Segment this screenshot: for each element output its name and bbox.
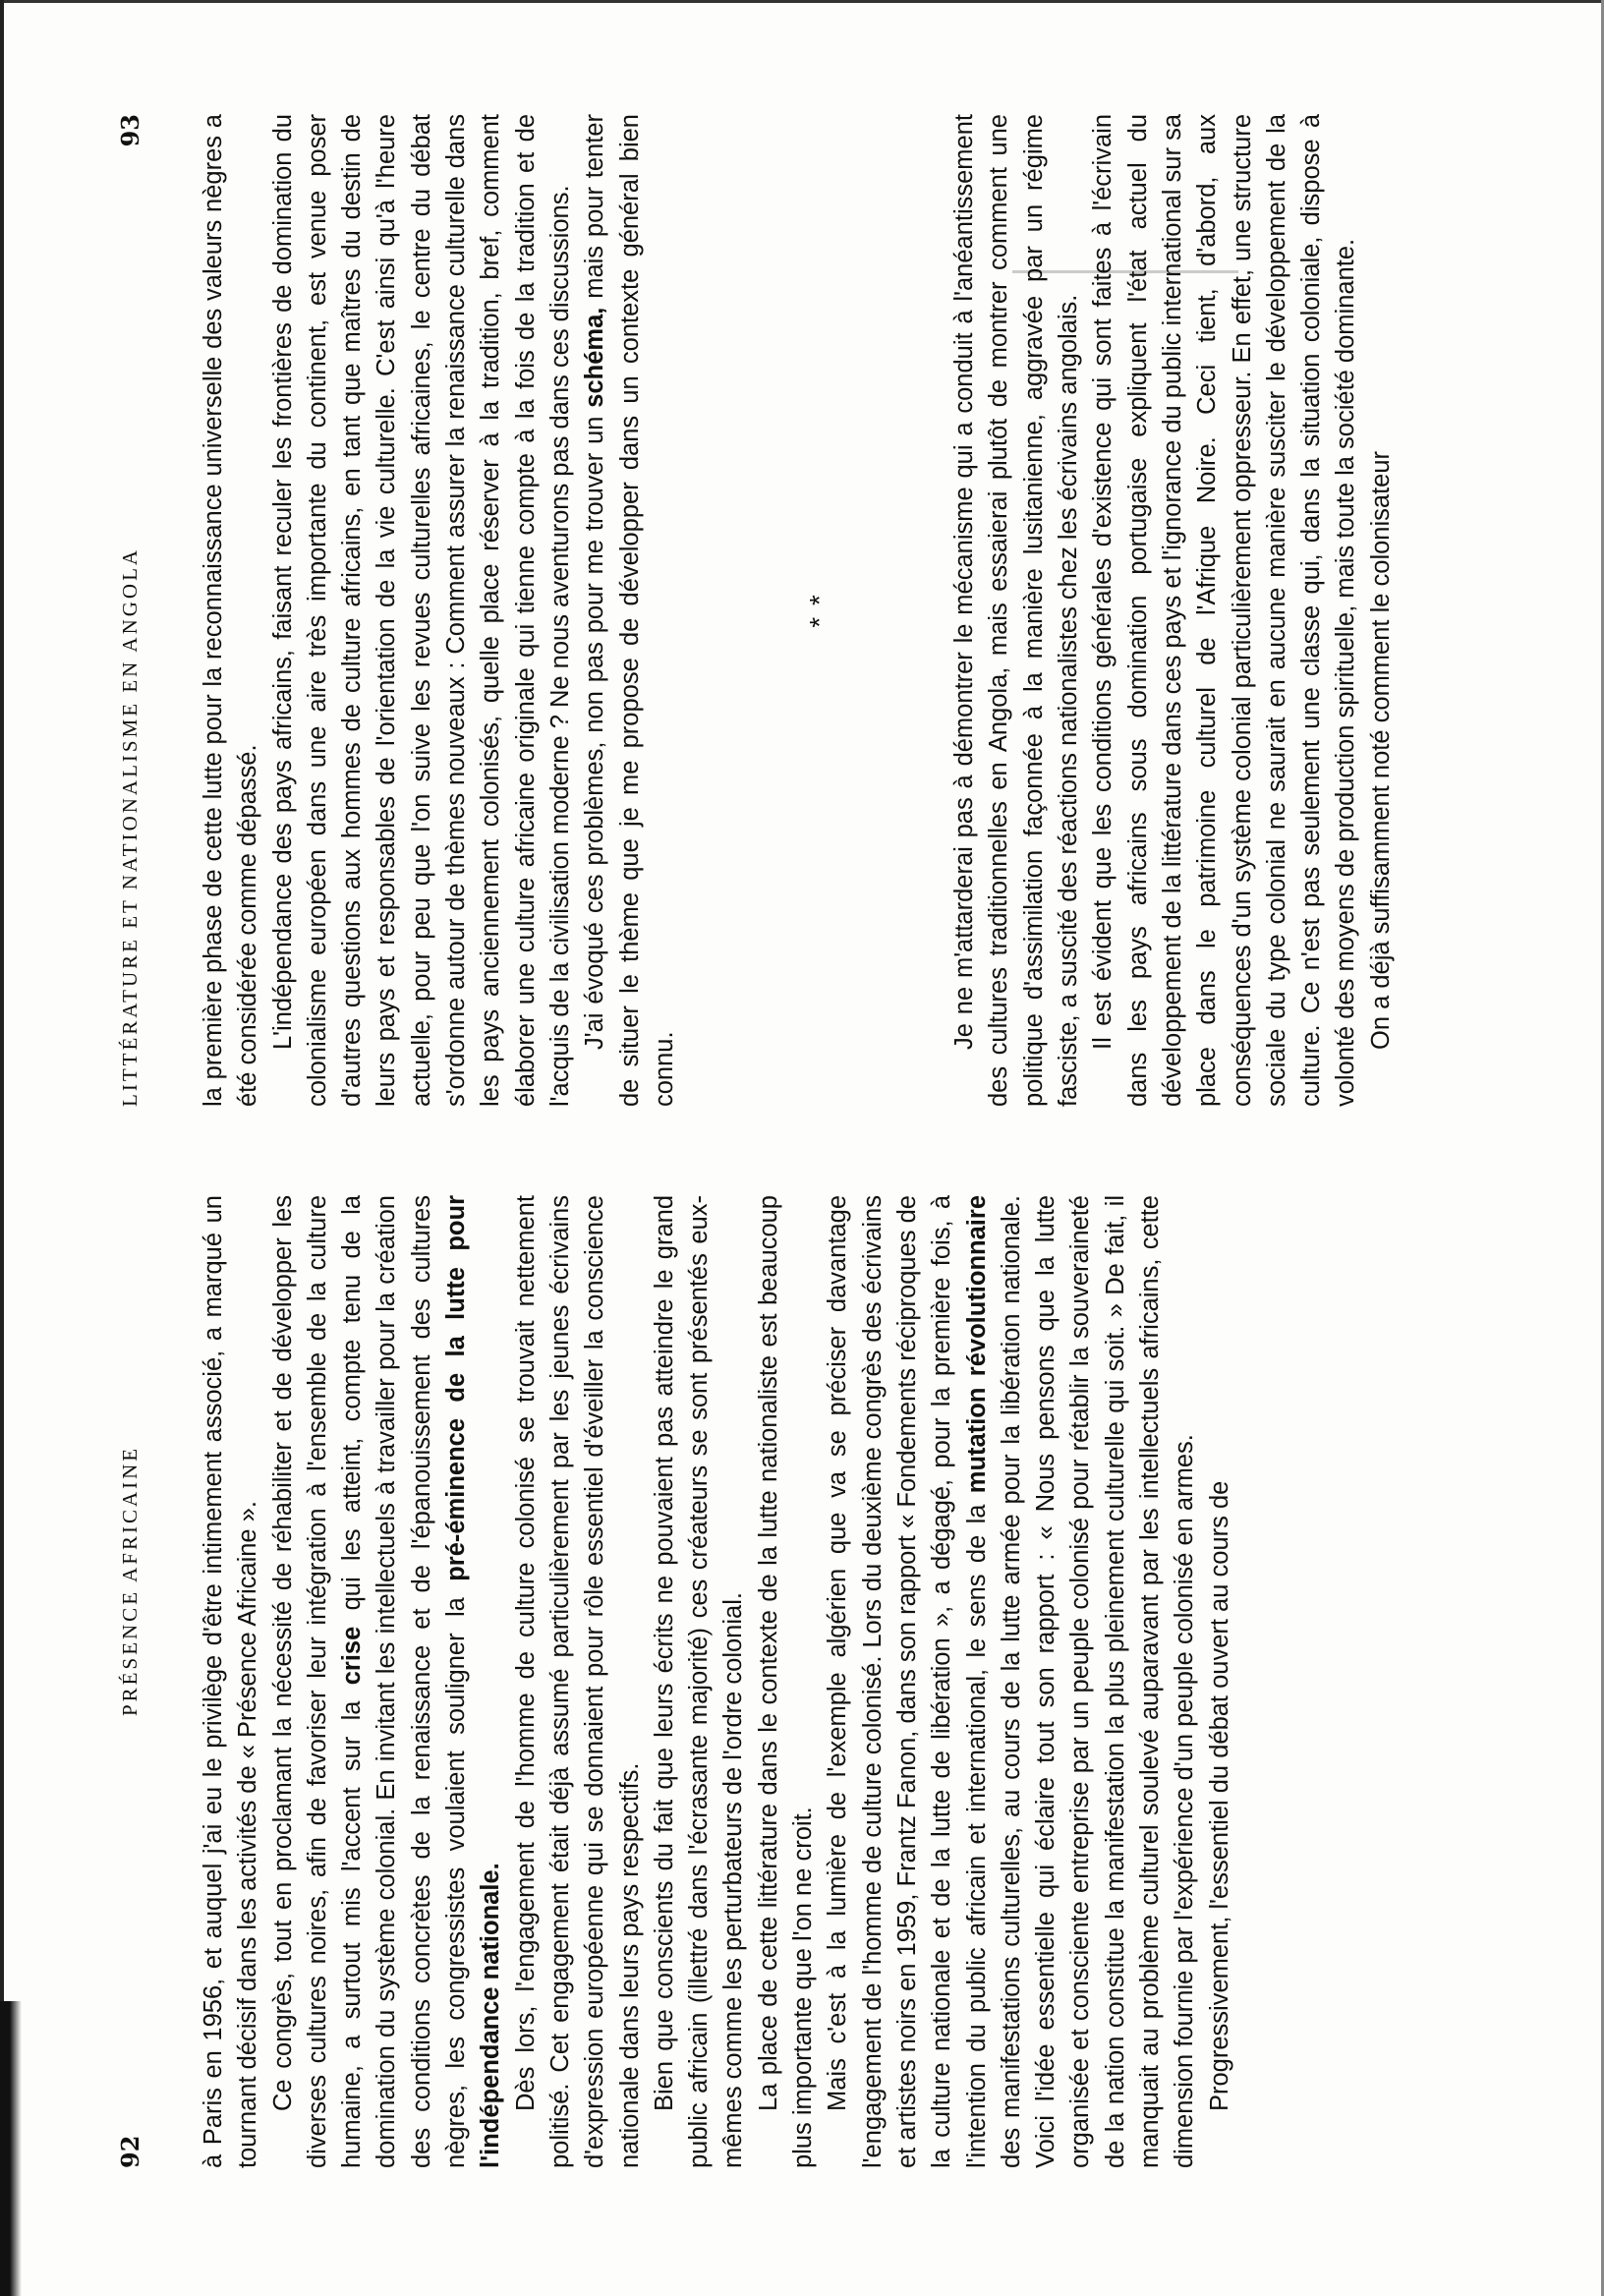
text-run: des manifestations culturelles, au cours de la lutte armée pour la libération nationale. Voici l'idée essentielle qui éclaire tout son rapport : « Nous pensons que la lutte organisée et consciente entreprise par un peuple colonisé pour rétablir la souveraineté de la nation constitue la manifestation la plus pleinement culturelle qui soit. » De fait, il manquait au problème culturel soulevé auparavant par les intellectuels africains, cette dimension fournie par l'expérience d'un peuple colonisé en armes. bbox=[997, 1195, 1199, 2168]
right-section-bottom bbox=[947, 114, 1399, 1107]
text-run: qui les atteint, compte tenu de la domination du système colonial. En invitant les intellectuels à travailler pour la création des conditions concrètes de la renaissance et de l'épanouissement des cultures nègres, les congressistes voulaient souligner la bbox=[338, 1195, 471, 2168]
right-page-body bbox=[197, 114, 1399, 1107]
paragraph bbox=[1203, 1195, 1237, 2168]
section-break-asterism: * * bbox=[804, 593, 835, 628]
text-run: J'ai évoqué ces problèmes, non pas pour me trouver un bbox=[581, 407, 609, 1050]
paragraph bbox=[648, 1195, 752, 2168]
paragraph bbox=[197, 1195, 266, 2168]
text-run: Il est évident que les conditions générales d'existence qui sont faites à l'écrivain dans les pays africains sous domination portugaise expliquent l'état actuel du développement de la littérature dans ces pays et l'ignorance du public international sur sa place dans le patrimoine culturel de l'Afrique Noire. Ceci tient, d'abord, aux conséquences d'un système colonial particulièrement oppresseur. En effet, une structure sociale du type colonial ne saurait en aucune manière susciter le développement de la culture. Ce n'est pas seulement une classe qui, dans la situation coloniale, dispose à volonté des moyens de production spirituelle, mais toute la société dominante. bbox=[1089, 114, 1360, 1107]
text-run: La place de cette littérature dans le contexte de la lutte nationaliste est beaucoup plus importante que l'on ne croit. bbox=[754, 1195, 818, 2168]
paragraph bbox=[578, 114, 682, 1107]
text-run: Je ne m'attarderai pas à démontrer le mécanisme qui a conduit à l'anéantissement des cultures traditionnelles en Angola, mais essaierai plutôt de montrer comment une politique d'assimilation façonnée à la manière lusitanienne, aggravée par un régime fasciste, a suscité des réactions nationalistes chez les écrivains angolais. bbox=[950, 114, 1083, 1107]
paragraph bbox=[1364, 114, 1399, 1107]
text-run: L'indépendance des pays africains, faisant reculer les frontières de domination du colonialisme européen dans une aire très importante du continent, est venue poser d'autres questions aux hommes de culture africains, en tant que maîtres du destin de leurs pays et responsables de l'orientation de la vie culturelle. C'est ainsi qu'à l'heure actuelle, pour peu que l'on suive les revues culturelles africaines, le centre du débat s'ordonne autour de thèmes nouveaux : Comment assurer la renaissance culturelle dans les pays anciennement colonisés, quelle place réserver à la tradition, bref, comment élaborer une culture africaine originale qui tienne compte à la fois de la tradition et de l'acquis de la civilisation moderne ? Ne nous aventurons pas dans ces discussions. bbox=[268, 114, 574, 1107]
page-number: 93 bbox=[116, 114, 144, 147]
right-running-head bbox=[116, 114, 145, 1107]
text-run: la première phase de cette lutte pour la reconnaissance universelle des valeurs nègres a été considérée comme dépassé. bbox=[200, 114, 262, 1107]
paragraph bbox=[266, 1195, 509, 2168]
paragraph bbox=[947, 114, 1086, 1107]
left-running-head bbox=[116, 1195, 145, 2178]
text-run: Mais c'est à la lumière de l'exemple algérien que va se préciser davantage l'engagement de l'homme de culture colonisé. Lors du deuxième congrès des écrivains et artistes noirs en 1959, Frantz Fanon, dans son rapport « Fondements réciproques de la culture nationale et de la lutte de libération », a dégagé, pour la première fois, à l'intention du public africain et international, le sens de la bbox=[824, 1195, 991, 2168]
bold-text: mutation révolutionnaire bbox=[962, 1195, 991, 1494]
paragraph bbox=[197, 114, 266, 1107]
paragraph bbox=[509, 1195, 648, 2168]
left-page bbox=[0, 1195, 1604, 2178]
text-run: Bien que conscients du fait que leurs écrits ne pouvaient pas atteindre le grand public africain (illettré dans l'écrasante majorité) ces créateurs se sont présentés eux-mêmes comme les perturbateurs de l'ordre colonial. bbox=[650, 1195, 748, 2168]
right-section-top bbox=[197, 114, 682, 1107]
left-page-body bbox=[197, 1195, 1237, 2168]
bold-text: crise bbox=[338, 1626, 367, 1686]
text-run: Progressivement, l'essentiel du débat ouvert au cours de bbox=[1205, 1480, 1233, 2111]
bold-text: schéma, bbox=[581, 307, 609, 408]
paragraph bbox=[821, 1195, 1202, 2168]
text-run: mais pour tenter de situer le thème que je me propose de développer dans un contexte général bien connu. bbox=[581, 114, 678, 1107]
text-run: Ce congrès, tout en proclamant la nécessité de réhabiliter et de développer les diverses cultures noires, afin de favoriser leur intégration à l'ensemble de la culture humaine, a surtout mis l'accent sur la bbox=[268, 1195, 367, 2168]
right-page bbox=[0, 114, 1604, 1107]
paragraph bbox=[266, 114, 579, 1107]
text-run: On a déjà suffisamment noté comment le colonisateur bbox=[1366, 450, 1395, 1050]
page-number: 92 bbox=[116, 2135, 144, 2168]
running-title: LITTÉRATURE ET NATIONALISME EN ANGOLA bbox=[118, 546, 142, 1107]
paragraph bbox=[1086, 114, 1363, 1107]
text-run: Dès lors, l'engagement de l'homme de culture colonisé se trouvait nettement politisé. Cet engagement était déjà assumé particulièrement par les jeunes écrivains d'expression européenne qui se donnaient pour rôle essentiel d'éveiller la conscience nationale dans leurs pays respectifs. bbox=[511, 1195, 644, 2168]
bold-text: pré-éminence de la lutte pour l'indépendance nationale. bbox=[442, 1194, 505, 2168]
paragraph bbox=[752, 1195, 822, 2168]
text-run: à Paris en 1956, et auquel j'ai eu le privilège d'être intimement associé, a marqué un tournant décisif dans les activités de « Présence Africaine ». bbox=[200, 1195, 262, 2168]
running-title: PRÉSENCE AFRICAINE bbox=[118, 1445, 142, 1716]
